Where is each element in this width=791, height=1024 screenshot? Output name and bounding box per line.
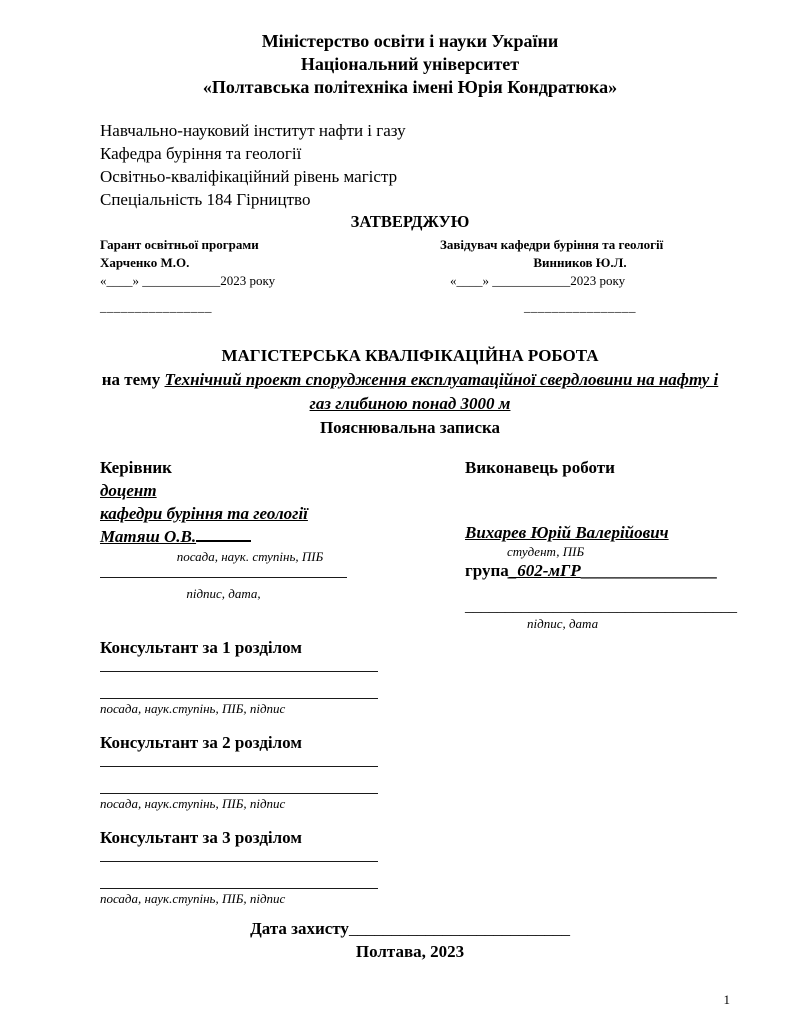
group-value: _602-мГР xyxy=(508,561,581,580)
group-label: група xyxy=(465,561,509,580)
consultant-heading: Консультант за 1 розділом xyxy=(100,638,302,657)
name-underline-extension xyxy=(196,526,251,542)
approve-heading: ЗАТВЕРДЖУЮ xyxy=(350,212,470,231)
executor-name-row xyxy=(465,521,720,544)
department-line: Кафедра буріння та геології xyxy=(100,144,302,163)
subtitle: Пояснювальна записка xyxy=(319,418,501,437)
approver-name: Харченко М.О. xyxy=(100,255,190,270)
consultant-heading: Консультант за 3 розділом xyxy=(100,828,302,847)
speciality-line: Спеціальність 184 Гірництво xyxy=(100,190,311,209)
approver-name: Винников Ю.Л. xyxy=(533,255,627,270)
institute-line: Навчально-науковий інститут нафти і газу xyxy=(100,121,406,140)
executor-column xyxy=(465,456,737,632)
defense-date-label: Дата захисту xyxy=(250,919,349,938)
consultant-caption: посада, наук.ступінь, ПІБ, підпис xyxy=(100,891,286,906)
consultant-blank-line xyxy=(100,767,378,794)
caption-student: студент, ПІБ xyxy=(507,544,585,559)
signature-line xyxy=(100,564,347,578)
supervisor-position: доцент xyxy=(100,481,157,500)
university-line-2: «Полтавська політехніка імені Юрія Кондратюка» xyxy=(202,77,618,97)
supervisor-department: кафедри буріння та геології xyxy=(100,504,308,523)
consultant-block-3 xyxy=(100,826,720,907)
executor-heading: Виконавець роботи xyxy=(465,458,615,477)
consultant-caption: посада, наук.ступінь, ПІБ, підпис xyxy=(100,701,286,716)
ministry-line: Міністерство освіти і науки України xyxy=(261,31,559,51)
consultant-blank-line xyxy=(100,862,378,889)
caption-position: посада, наук. ступінь, ПІБ xyxy=(176,549,324,564)
date-blank: «____» ____________2023 року xyxy=(100,273,276,288)
caption-signature: підпис, дата xyxy=(527,616,599,631)
people-row xyxy=(100,456,737,632)
consultant-block-2 xyxy=(100,731,720,812)
supervisor-name-row xyxy=(100,525,400,548)
document-header xyxy=(100,30,720,99)
institute-block xyxy=(100,119,720,211)
consultant-blank-line xyxy=(100,754,378,767)
page-number: 1 xyxy=(723,992,730,1007)
work-type-title: МАГІСТЕРСЬКА КВАЛІФІКАЦІЙНА РОБОТА xyxy=(221,346,599,365)
signature-blank: __________________________________ xyxy=(465,598,737,615)
consultant-blank-line xyxy=(100,659,378,672)
caption-signature: підпис, дата, xyxy=(186,586,261,601)
consultant-block-1 xyxy=(100,636,720,717)
consultant-caption: посада, наук.ступінь, ПІБ, підпис xyxy=(100,796,286,811)
approver-role: Гарант освітньої програми xyxy=(100,237,259,252)
signature-blank: ________________ xyxy=(524,299,636,314)
university-line-1: Національний університет xyxy=(300,54,520,74)
approver-right-column xyxy=(440,236,720,316)
defense-date-row xyxy=(100,917,720,940)
supervisor-heading: Керівник xyxy=(100,458,172,477)
approver-role: Завідувач кафедри буріння та геології xyxy=(440,237,664,252)
consultant-blank-line xyxy=(100,849,378,862)
qualification-level-line: Освітньо-кваліфікаційний рівень магістр xyxy=(100,167,398,186)
defense-date-blank: __________________________ xyxy=(348,919,570,938)
supervisor-column xyxy=(100,456,400,632)
topic-text: Технічний проект спорудження експлуатаційної свердловини на нафту і газ глибиною понад 3000 м xyxy=(164,370,719,413)
city-year: Полтава, 2023 xyxy=(355,942,465,961)
supervisor-name: Матяш О.В. xyxy=(100,527,197,546)
approval-row xyxy=(100,236,720,316)
consultants-section xyxy=(100,636,720,907)
executor-name: Вихарев Юрій Валерійович xyxy=(465,523,669,542)
group-blank: ________________ xyxy=(580,561,717,580)
signature-blank: ________________ xyxy=(100,299,212,314)
topic-block xyxy=(100,368,720,416)
consultant-heading: Консультант за 2 розділом xyxy=(100,733,302,752)
date-blank: «____» ____________2023 року xyxy=(450,273,626,288)
group-row xyxy=(465,559,720,582)
approver-left-column xyxy=(100,236,400,316)
consultant-blank-line xyxy=(100,672,378,699)
topic-prefix: на тему xyxy=(101,370,161,389)
